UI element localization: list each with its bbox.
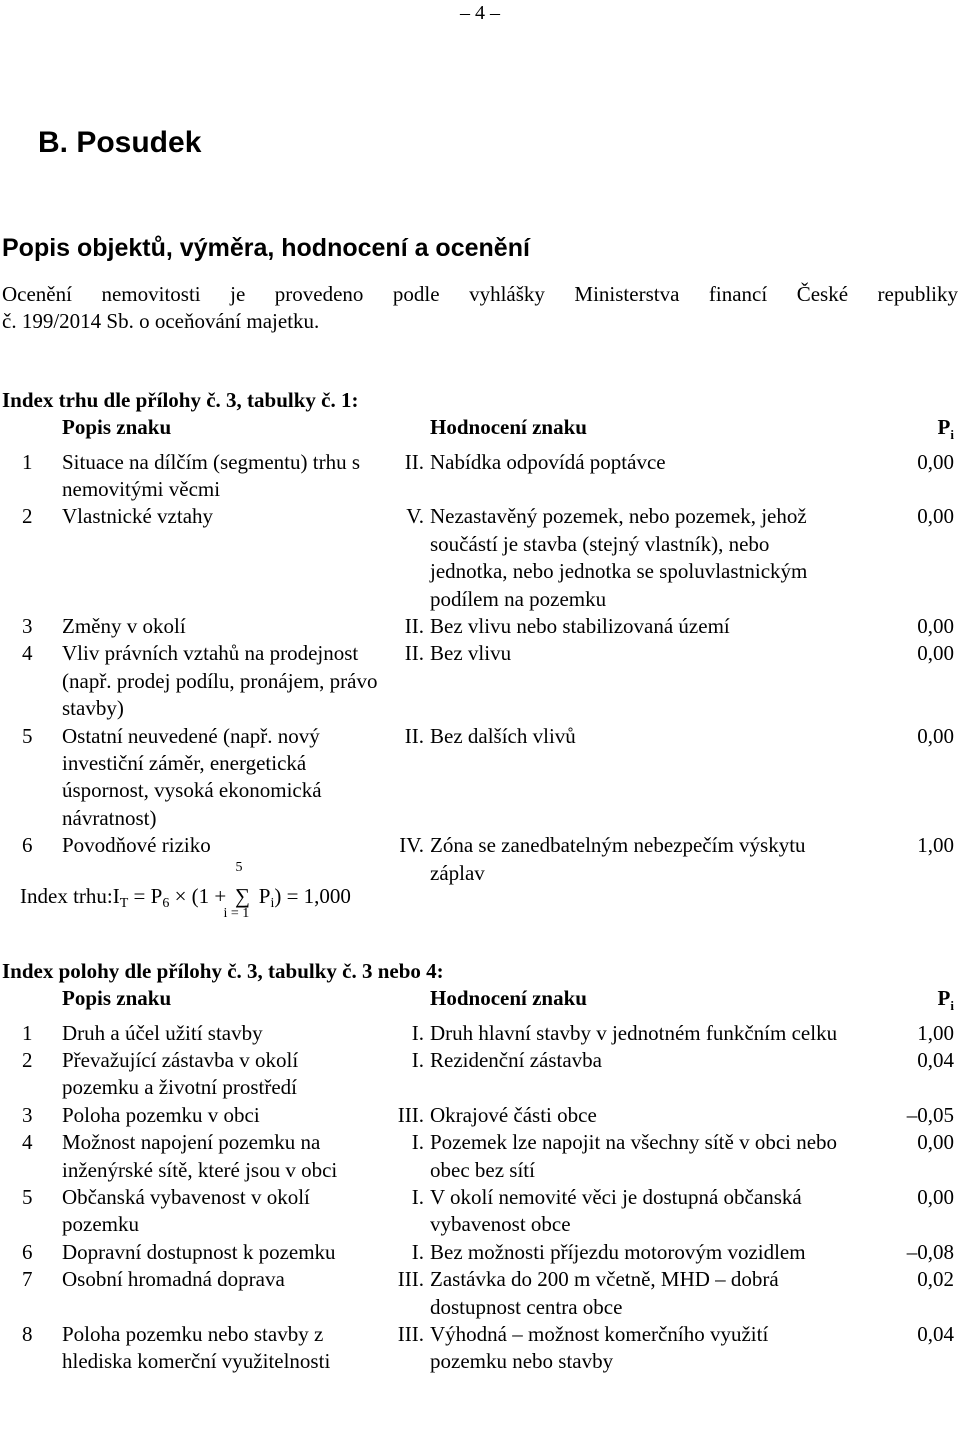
row-description: Druh a účel užití stavby [62, 1020, 263, 1045]
row-rating-text: Výhodná – možnost komerčního využití pozemku nebo stavby [430, 1322, 769, 1374]
row-rating-text: Okrajové části obce [430, 1102, 597, 1127]
table-row [0, 1239, 960, 1266]
col-p-header: $P_i$ [937, 986, 954, 1014]
row-rating-text: Bez vlivu [430, 641, 512, 666]
row-rating-text: Zóna se zanedbatelným nebezpečím výskytu záplav [430, 833, 806, 885]
market-index-formula: Index $trhu:I_T = P_6 \times (1$ + 5 ∑ i = 1 $P_i) = 1,000$ [20, 860, 351, 921]
market-index-table [0, 414, 960, 887]
row-rating-class: IV. [399, 833, 424, 858]
row-rating-class: I. [411, 1020, 424, 1045]
row-rating-class: I. [411, 1239, 424, 1264]
table-row [0, 1129, 960, 1184]
col-description-header: Popis znaku [62, 986, 172, 1010]
row-number: 3 [22, 1102, 33, 1127]
row-value: 0,04 [917, 1322, 954, 1347]
row-rating-text: Pozemek lze napojit na všechny sítě v obci nebo obec bez sítí [430, 1130, 838, 1182]
row-number: 4 [22, 1130, 33, 1155]
location-index-title: Index polohy dle přílohy č. 3, tabulky č. 3 nebo 4: [2, 959, 444, 983]
row-description: Situace na dílčím (segmentu) trhu s nemovitými věcmi [62, 449, 361, 501]
row-description: Osobní hromadná doprava [62, 1267, 285, 1292]
row-description: Vliv právních vztahů na prodejnost (např. prodej podílu, pronájem, právo stavby) [62, 641, 378, 721]
row-rating-class: III. [397, 1267, 424, 1292]
row-description: Změny v okolí [62, 614, 186, 639]
row-value: 0,04 [917, 1048, 954, 1072]
col-description-header: Popis znaku [62, 415, 172, 439]
table-row [0, 449, 960, 504]
subsection-heading: Popis objektů, výměra, hodnocení a ocenění [2, 234, 530, 262]
row-rating-text: Nezastavěný pozemek, nebo pozemek, jehož součástí je stavba (stejný vlastník), nebo jednotka, nebo jednotka se spoluvlastnickým podílem na pozemku [430, 504, 808, 611]
row-value: –0,08 [906, 1239, 954, 1264]
row-description: Možnost napojení pozemku na inženýrské sítě, které jsou v obci [62, 1130, 338, 1182]
row-number: 5 [22, 1185, 33, 1210]
col-rating-header: Hodnocení znaku [430, 415, 587, 439]
row-rating-text: Zastávka do 200 m včetně, MHD – dobrá dostupnost centra obce [430, 1267, 779, 1319]
row-description: Převažující zástavba v okolí pozemku a životní prostředí [62, 1048, 299, 1100]
row-rating-text: Bez vlivu nebo stabilizovaná území [430, 614, 730, 639]
row-number: 8 [22, 1322, 33, 1347]
row-rating-text: V okolí nemovité věci je dostupná občanská vybavenost obce [430, 1185, 802, 1237]
table-row [0, 1047, 960, 1102]
table-row [0, 1184, 960, 1239]
row-number: 1 [22, 449, 33, 474]
table-row [0, 1266, 960, 1321]
row-rating-class: I. [411, 1130, 424, 1155]
row-value: 0,00 [917, 641, 954, 666]
row-rating-text: Nabídka odpovídá poptávce [430, 449, 666, 474]
row-number: 6 [22, 833, 33, 858]
table-row [0, 1321, 960, 1376]
row-value: 0,00 [917, 614, 954, 639]
row-rating-class: II. [404, 723, 424, 748]
row-rating-class: III. [397, 1102, 424, 1127]
table-header-row [0, 414, 960, 449]
row-description: Poloha pozemku v obci [62, 1102, 260, 1127]
row-value: 0,00 [917, 504, 954, 529]
row-number: 7 [22, 1267, 33, 1292]
section-heading: B. Posudek [38, 126, 202, 159]
location-index-table [0, 985, 960, 1376]
row-value: 0,00 [917, 449, 954, 474]
table-row [0, 832, 960, 887]
row-rating-class: V. [406, 504, 424, 529]
row-value: 0,00 [917, 723, 954, 748]
col-p-header: $P_i$ [937, 415, 954, 443]
table-row [0, 1020, 960, 1047]
row-value: 0,02 [917, 1267, 954, 1292]
row-value: 1,00 [917, 833, 954, 858]
row-number: 4 [22, 641, 33, 666]
market-index-title: Index trhu dle přílohy č. 3, tabulky č. 1: [2, 388, 359, 412]
row-number: 2 [22, 504, 33, 529]
row-rating-class: II. [404, 449, 424, 474]
row-rating-text: Rezidenční zástavba [430, 1048, 602, 1072]
row-description: Vlastnické vztahy [62, 504, 214, 529]
table-row [0, 723, 960, 833]
page-number: – 4 – [460, 2, 500, 24]
table-row [0, 1102, 960, 1129]
row-value: 1,00 [917, 1020, 954, 1045]
formula-label: Index trhu: [20, 884, 113, 908]
intro-line-1: Ocenění nemovitosti je provedeno podle vyhlášky Ministerstva financí České republiky [2, 282, 958, 306]
row-rating-class: I. [411, 1048, 424, 1072]
row-description: Ostatní neuvedené (např. nový investiční záměr, energetická úspornost, vysoká ekonomická návratnost) [62, 723, 322, 830]
row-rating-class: I. [411, 1185, 424, 1210]
row-rating-text: Bez možnosti příjezdu motorovým vozidlem [430, 1239, 806, 1264]
row-description: Poloha pozemku nebo stavby z hlediska komerční využitelnosti [62, 1322, 331, 1374]
row-number: 5 [22, 723, 33, 748]
row-number: 6 [22, 1239, 33, 1264]
table-row [0, 613, 960, 640]
sum-symbol: 5 ∑ i = 1 [223, 860, 250, 921]
row-description: Povodňové riziko [62, 833, 211, 858]
row-rating-class: III. [397, 1322, 424, 1347]
row-value: 0,00 [917, 1130, 954, 1155]
row-number: 1 [22, 1020, 33, 1045]
table-header-row [0, 985, 960, 1020]
row-rating-class: II. [404, 614, 424, 639]
row-number: 2 [22, 1048, 33, 1072]
row-rating-text: Druh hlavní stavby v jednotném funkčním celku [430, 1020, 838, 1045]
row-description: Občanská vybavenost v okolí pozemku [62, 1185, 310, 1237]
row-description: Dopravní dostupnost k pozemku [62, 1239, 336, 1264]
table-row [0, 503, 960, 613]
row-rating-class: II. [404, 641, 424, 666]
row-number: 3 [22, 614, 33, 639]
col-rating-header: Hodnocení znaku [430, 986, 587, 1010]
formula-result: ) = 1,000 [274, 884, 351, 908]
table-row [0, 640, 960, 722]
row-rating-text: Bez dalších vlivů [430, 723, 576, 748]
intro-line-2: č. 199/2014 Sb. o oceňování majetku. [2, 309, 320, 333]
row-value: –0,05 [906, 1102, 954, 1127]
row-value: 0,00 [917, 1185, 954, 1210]
